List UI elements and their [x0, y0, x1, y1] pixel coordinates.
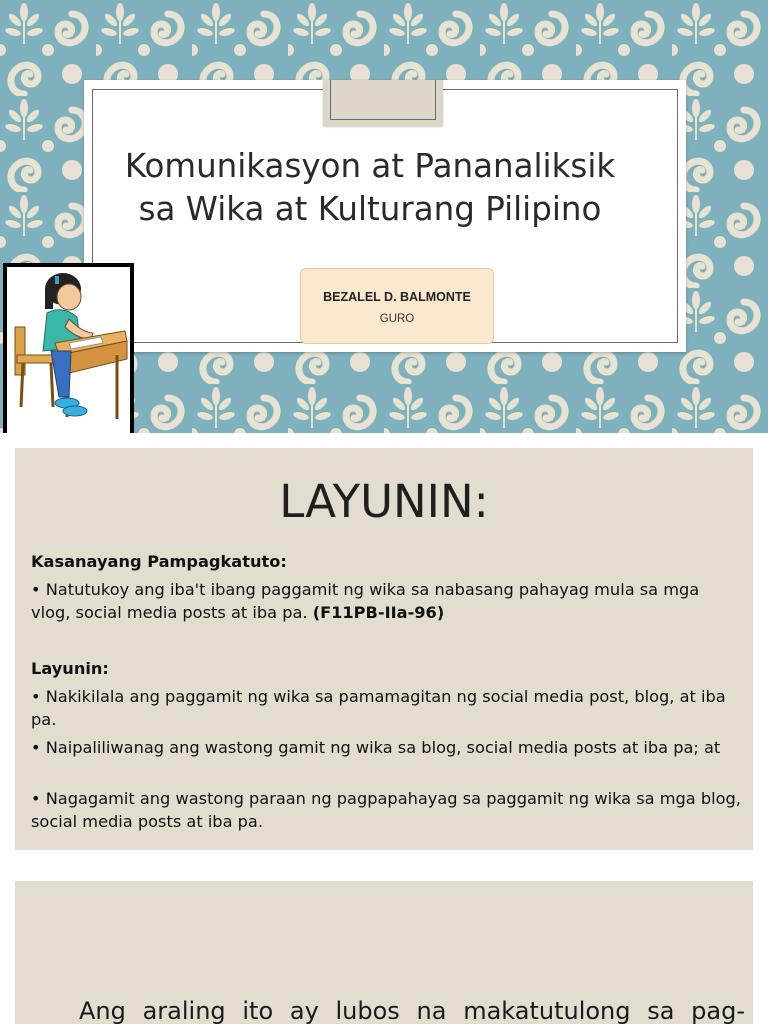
competency-item — [31, 578, 743, 624]
slide-title-line2: sa Wika at Kulturang Pilipino — [138, 190, 602, 228]
student-writing-icon — [7, 267, 130, 433]
lesson-intro-slide — [15, 881, 753, 1024]
lesson-intro-text: Ang araling ito ay lubos na makatutulong sa pag- — [79, 997, 745, 1024]
title-slide — [0, 0, 768, 433]
teacher-name: BEZALEL D. BALMONTE — [323, 290, 471, 304]
slide-title — [100, 145, 640, 231]
competency-text: • Natutukoy ang iba't ibang paggamit ng wika sa nabasang pahayag mula sa mga vlog, social media posts at iba pa. — [31, 580, 700, 622]
teacher-role: GURO — [379, 313, 415, 325]
student-illustration-frame — [3, 263, 134, 433]
objective-item: • Naipaliliwanag ang wastong gamit ng wika sa blog, social media posts at iba pa; at — [31, 738, 721, 757]
slide-title-line1: Komunikasyon at Pananaliksik — [124, 147, 616, 185]
objective-item: • Nagagamit ang wastong paraan ng pagpapahayag sa paggamit ng wika sa mga blog, social media posts at iba pa. — [31, 789, 741, 831]
competency-label: Kasanayang Pampagkatuto: — [31, 552, 287, 571]
title-card-tab — [323, 80, 443, 126]
teacher-name-box — [300, 268, 494, 344]
title-card-tab-border — [330, 80, 436, 120]
competency-code: (F11PB-IIa-96) — [312, 603, 445, 622]
objective-item: • Nakikilala ang paggamit ng wika sa pamamagitan ng social media post, blog, at iba pa. — [31, 687, 726, 729]
objectives-heading: LAYUNIN: — [279, 475, 489, 528]
objectives-slide — [15, 448, 753, 850]
objectives-label: Layunin: — [31, 659, 109, 678]
